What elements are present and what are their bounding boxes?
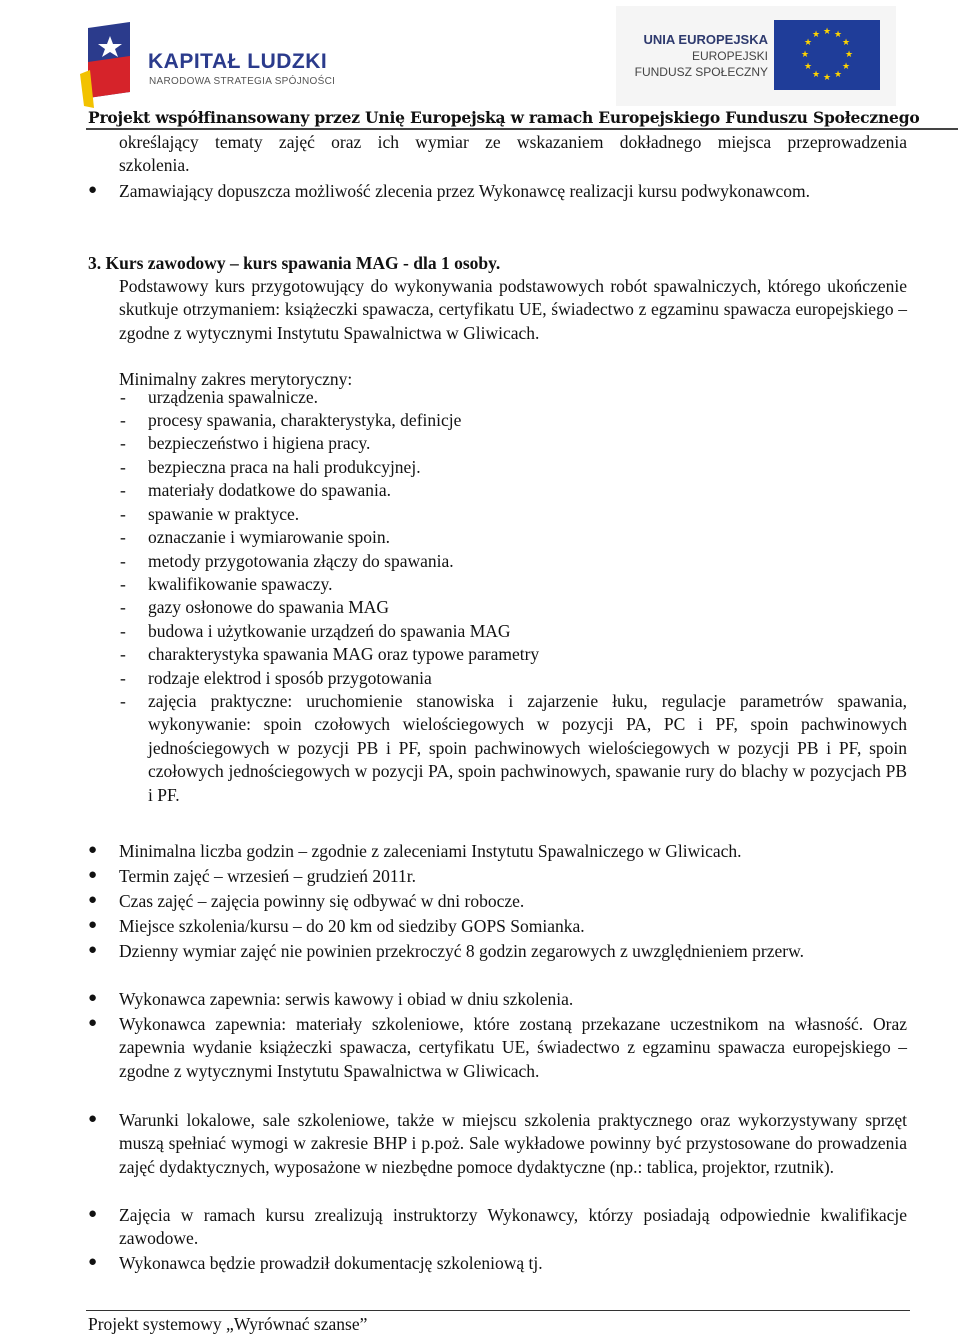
eu-logo-text — [635, 32, 768, 80]
condition-item: Miejsce szkolenia/kursu – do 20 km od siedziby GOPS Somianka. — [119, 916, 585, 936]
svg-text:★: ★ — [833, 30, 843, 40]
bullet-icon: ● — [88, 990, 98, 1006]
scope-dash-icon: - — [120, 387, 126, 407]
svg-text:★: ★ — [811, 30, 821, 40]
eu-flag-icon — [774, 20, 880, 90]
condition-item: Czas zajęć – zajęcia powinny się odbywać w dni robocze. — [119, 891, 525, 911]
scope-dash-icon: - — [120, 527, 126, 547]
scope-label: Minimalny zakres merytoryczny: — [119, 369, 353, 389]
scope-dash-icon: - — [120, 597, 126, 617]
svg-text:★: ★ — [841, 62, 851, 72]
scope-item: bezpieczeństwo i higiena pracy. — [148, 433, 371, 453]
footer-divider — [86, 1310, 910, 1311]
page-header — [0, 0, 960, 130]
kapital-ludzki-logo — [80, 22, 340, 108]
section-description: Podstawowy kurs przygotowujący do wykonywania podstawowych robót spawalniczych, którego ukończenie skutkuje otrzymaniem: książeczki spawacza, certyfikatu UE, świadectwo z egzaminu spawacza europejskiego – zgodne z wytycznymi Instytutu Spawalnictwa w Gliwicach. — [119, 276, 907, 343]
scope-dash-icon: - — [120, 457, 126, 477]
bullet-icon: ● — [88, 182, 98, 198]
kapital-ludzki-title: KAPITAŁ LUDZKI — [148, 50, 328, 73]
scope-dash-icon: - — [120, 574, 126, 594]
svg-text:★: ★ — [844, 50, 854, 60]
scope-item: urządzenia spawalnicze. — [148, 387, 319, 407]
intro-line-1: określający tematy zajęć oraz ich wymiar ze wskazaniem dokładnego miejsca przeprowadzenia — [119, 132, 907, 152]
eu-line-3: FUNDUSZ SPOŁECZNY — [634, 65, 768, 79]
scope-dash-icon: - — [120, 644, 126, 664]
bullet-icon: ● — [88, 1111, 98, 1127]
intro-bullet-text: Zamawiający dopuszcza możliwość zlecenia przez Wykonawcę realizacji kursu podwykonawcom. — [119, 181, 811, 201]
condition-item: Termin zajęć – wrzesień – grudzień 2011r. — [119, 866, 416, 886]
scope-dash-icon: - — [120, 410, 126, 430]
scope-item: procesy spawania, charakterystyka, definicje — [148, 410, 462, 430]
svg-text:★: ★ — [811, 70, 821, 80]
bullet-icon: ● — [88, 842, 98, 858]
section-heading: 3. Kurs zawodowy – kurs spawania MAG - dla 1 osoby. — [88, 253, 501, 273]
eu-line-2: EUROPEJSKI — [691, 49, 768, 63]
svg-text:★: ★ — [822, 27, 832, 37]
scope-item: bezpieczna praca na hali produkcyjnej. — [148, 457, 421, 477]
scope-item: rodzaje elektrod i sposób przygotowania — [148, 668, 432, 688]
bullet-icon: ● — [88, 942, 98, 958]
condition-item: Wykonawca zapewnia: materiały szkoleniowe, które zostaną przekazane uczestnikom na własność. Oraz zapewnia wydanie książeczki spawacza, certyfikatu UE, świadectwo z egzaminu spawacza europejskiego – zgodne z wytycznymi Instytutu Spawalnictwa w Gliwicach. — [119, 1014, 907, 1081]
kapital-ludzki-subtitle: NARODOWA STRATEGIA SPÓJNOŚCI — [149, 76, 336, 87]
bullet-icon: ● — [88, 1015, 98, 1031]
scope-dash-icon: - — [120, 691, 126, 711]
scope-item: charakterystyka spawania MAG oraz typowe parametry — [148, 644, 540, 664]
kapital-ludzki-flag-icon — [80, 22, 140, 108]
bullet-icon: ● — [88, 917, 98, 933]
scope-dash-icon: - — [120, 480, 126, 500]
condition-item: Wykonawca będzie prowadził dokumentację szkoleniową tj. — [119, 1253, 543, 1273]
scope-dash-icon: - — [120, 433, 126, 453]
scope-item: metody przygotowania złączy do spawania. — [148, 551, 454, 571]
scope-dash-icon: - — [120, 504, 126, 524]
eu-logo — [616, 6, 896, 106]
svg-text:★: ★ — [833, 70, 843, 80]
svg-text:★: ★ — [841, 38, 851, 48]
condition-item: Dzienny wymiar zajęć nie powinien przekroczyć 8 godzin zegarowych z uwzględnieniem przerw. — [119, 941, 804, 961]
svg-text:★: ★ — [803, 62, 813, 72]
bullet-icon: ● — [88, 1206, 98, 1222]
scope-item: zajęcia praktyczne: uruchomienie stanowiska i zajarzenie łuku, regulacje parametrów spawania, wykonywanie: spoin czołowych wielościegowych w pozycji PA, PC i PF, spoin pachwinowych jednościegowych w pozycji PB i PF, spoin pachwinowych wielościegowych w pozycji PB i PF, spoin czołowych jednościegowych w pozycji PA, spoin pachwinowych, spawanie rury do blachy w pozycjach PB i PF. — [148, 691, 907, 805]
svg-text:★: ★ — [800, 50, 810, 60]
condition-item: Zajęcia w ramach kursu zrealizują instruktorzy Wykonawcy, którzy posiadają odpowiednie kwalifikacje zawodowe. — [119, 1205, 907, 1249]
project-cofinancing-line: Projekt współfinansowany przez Unię Europejską w ramach Europejskiego Funduszu Społecznego — [88, 108, 920, 127]
intro-line-2: szkolenia. — [119, 155, 190, 175]
scope-dash-icon: - — [120, 551, 126, 571]
condition-item: Minimalna liczba godzin – zgodnie z zaleceniami Instytutu Spawalniczego w Gliwicach. — [119, 841, 742, 861]
bullet-icon: ● — [88, 867, 98, 883]
svg-text:★: ★ — [822, 73, 832, 83]
header-divider — [86, 128, 958, 130]
bullet-icon: ● — [88, 892, 98, 908]
scope-item: oznaczanie i wymiarowanie spoin. — [148, 527, 390, 547]
condition-item: Wykonawca zapewnia: serwis kawowy i obiad w dniu szkolenia. — [119, 989, 574, 1009]
scope-item: gazy osłonowe do spawania MAG — [148, 597, 390, 617]
scope-dash-icon: - — [120, 621, 126, 641]
eu-line-1: UNIA EUROPEJSKA — [643, 32, 768, 47]
scope-item: spawanie w praktyce. — [148, 504, 300, 524]
scope-dash-icon: - — [120, 668, 126, 688]
scope-item: budowa i użytkowanie urządzeń do spawania MAG — [148, 621, 511, 641]
footer-text: Projekt systemowy „Wyrównać szanse” — [88, 1314, 368, 1334]
scope-item: kwalifikowanie spawaczy. — [148, 574, 333, 594]
condition-item: Warunki lokalowe, sale szkoleniowe, także w miejscu szkolenia praktycznego oraz wykorzystywany sprzęt muszą spełniać wymogi w zakresie BHP i p.poż. Sale wykładowe powinny być przystosowane do prowadzenia zajęć dydaktycznych, wyposażone w niezbędne pomoce dydaktyczne (np.: tablica, projektor, rzutnik). — [119, 1110, 907, 1177]
svg-text:★: ★ — [803, 38, 813, 48]
bullet-icon: ● — [88, 1254, 98, 1270]
scope-item: materiały dodatkowe do spawania. — [148, 480, 391, 500]
